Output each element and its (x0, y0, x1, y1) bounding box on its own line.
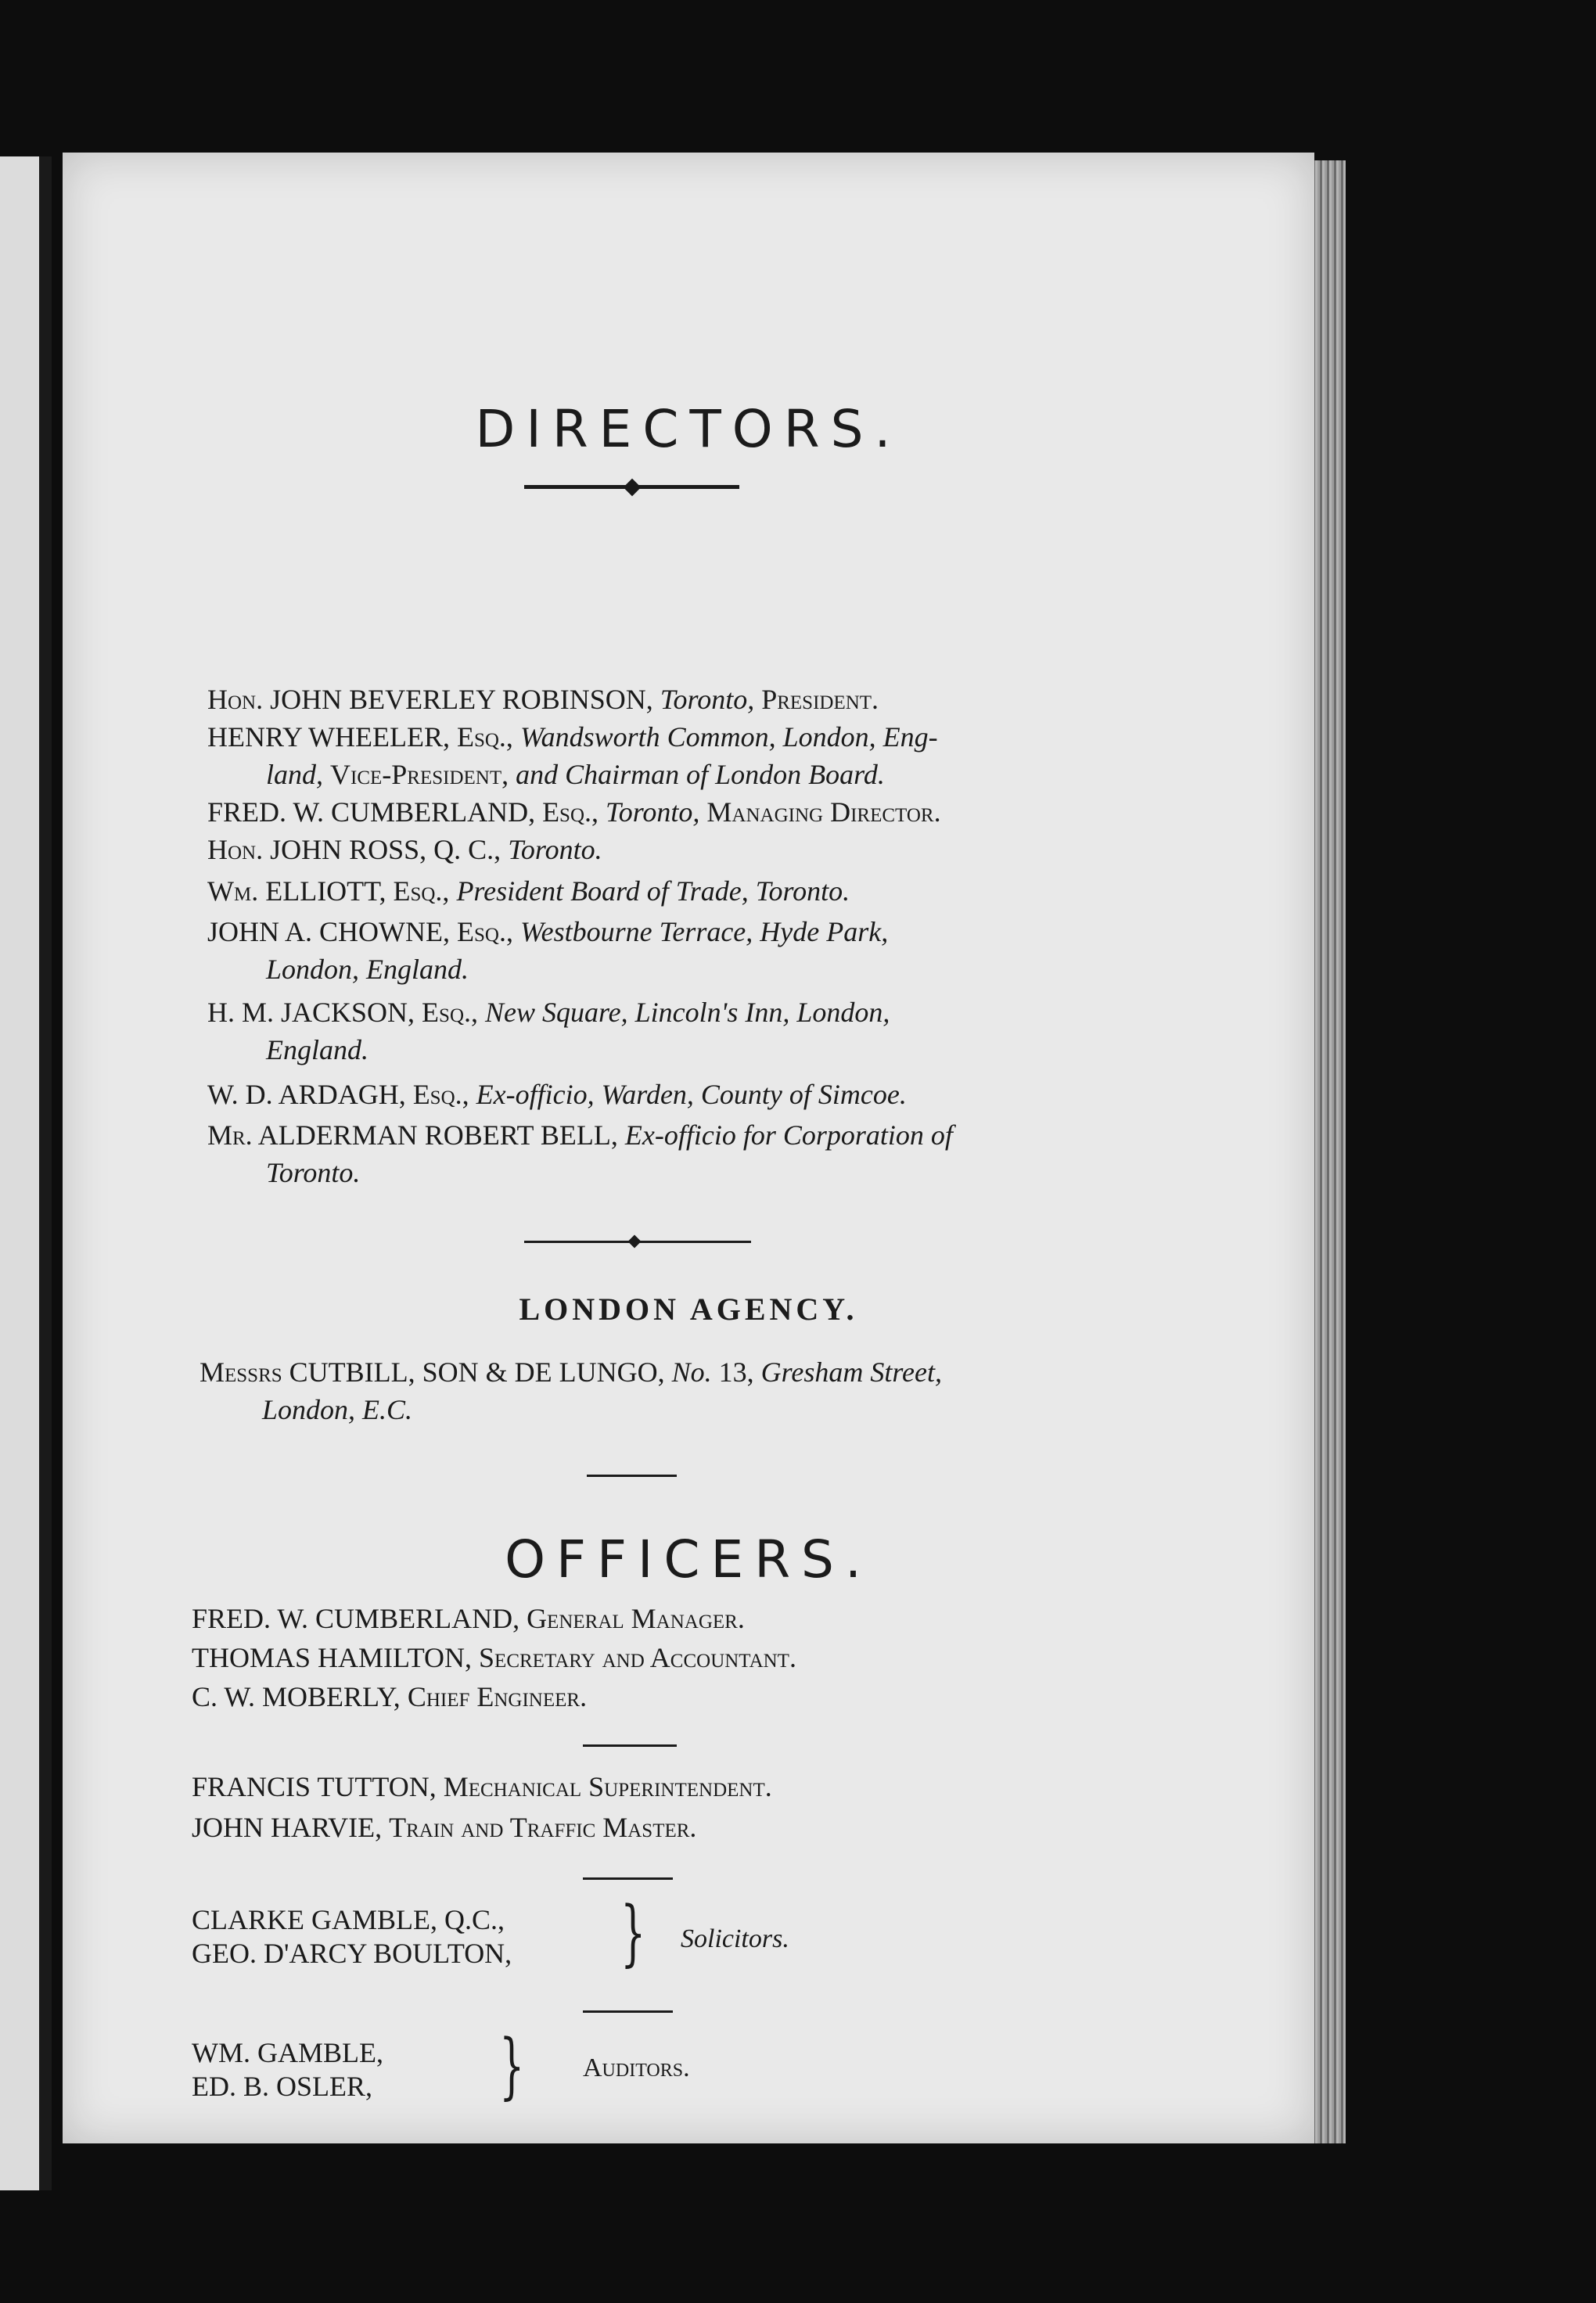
director-line (207, 831, 602, 868)
director-name: FRED. W. CUMBERLAND, (207, 796, 536, 828)
director-location: London, England. (266, 954, 469, 985)
officer-line (192, 1768, 772, 1805)
agency-city: London, E.C. (262, 1394, 413, 1425)
officer-role: Secretary and Accountant. (479, 1642, 796, 1673)
curly-brace-glyph: } (620, 1891, 646, 1974)
section-divider (587, 1475, 677, 1477)
director-role: President. (761, 684, 879, 715)
director-location: Ex-officio, Warden, County of Simcoe. (476, 1079, 907, 1110)
page-content (63, 153, 1314, 2143)
agency-name: CUTBILL, SON & DE LUNGO, (289, 1356, 665, 1388)
auditor-name: WM. GAMBLE, (192, 2037, 383, 2068)
director-location: President Board of Trade, Toronto. (456, 875, 850, 907)
director-line (207, 872, 850, 910)
director-line (207, 681, 879, 718)
esquire-suffix: Esq., (457, 916, 513, 947)
director-location: Wandsworth Common, London, Eng- (519, 721, 938, 753)
director-name: JOHN ROSS, Q. C., (270, 834, 501, 865)
facing-page-edge (0, 156, 52, 2190)
director-line-continued (266, 950, 469, 988)
solicitor-name: CLARKE GAMBLE, Q.C., (192, 1904, 505, 1935)
director-line-continued (266, 1154, 360, 1191)
director-location: Ex-officio for Corporation of (624, 1119, 953, 1151)
director-name: JOHN BEVERLEY ROBINSON, (270, 684, 653, 715)
agency-number-label: No. (671, 1356, 712, 1388)
officer-role: General Manager. (527, 1603, 745, 1634)
director-role: Vice-President, (330, 759, 509, 790)
book-page (63, 153, 1314, 2143)
agency-line (200, 1353, 942, 1391)
agency-prefix: Messrs (200, 1356, 282, 1388)
solicitors-label-text: Solicitors. (681, 1924, 789, 1953)
director-location: New Square, Lincoln's Inn, London, (485, 997, 890, 1028)
director-line-continued (266, 756, 885, 793)
officer-name: FRED. W. CUMBERLAND, (192, 1603, 520, 1634)
officer-role: Train and Traffic Master. (389, 1812, 697, 1843)
director-note: and Chairman of London Board. (516, 759, 885, 790)
page-stack-edge (1310, 160, 1346, 2143)
london-agency-heading: LONDON AGENCY. (519, 1292, 858, 1327)
director-location: Toronto, (660, 684, 755, 715)
officer-name: THOMAS HAMILTON, (192, 1642, 473, 1673)
agency-number: 13, (718, 1356, 754, 1388)
director-line (207, 718, 938, 756)
director-name: ALDERMAN ROBERT BELL, (257, 1119, 618, 1151)
title-prefix: Hon. (207, 834, 264, 865)
officer-name: C. W. MOBERLY, (192, 1681, 401, 1712)
officer-name: JOHN HARVIE, (192, 1812, 383, 1843)
director-line (207, 993, 890, 1031)
director-location: Toronto. (266, 1157, 361, 1188)
agency-street: Gresham Street, (760, 1356, 942, 1388)
ornament-diamond (628, 1235, 642, 1249)
officer-role: Chief Engineer. (407, 1681, 588, 1712)
esquire-suffix: Esq., (412, 1079, 469, 1110)
director-line (207, 793, 941, 831)
auditor-name: ED. B. OSLER, (192, 2071, 373, 2102)
title-prefix: Wm. (207, 875, 259, 907)
auditors-label: Auditors. (583, 2053, 690, 2082)
director-location: England. (266, 1034, 368, 1065)
esquire-suffix: Esq., (393, 875, 450, 907)
title-prefix: Mr. (207, 1119, 253, 1151)
directors-heading: DIRECTORS. (475, 399, 902, 459)
solicitors-label (681, 1924, 789, 1954)
solicitor-name: GEO. D'ARCY BOULTON, (192, 1938, 512, 1969)
section-divider (583, 1877, 673, 1880)
esquire-suffix: Esq., (542, 796, 599, 828)
director-name: JOHN A. CHOWNE, (207, 916, 450, 947)
officer-name: FRANCIS TUTTON, (192, 1771, 437, 1802)
director-name: HENRY WHEELER, (207, 721, 450, 753)
curly-brace-glyph: } (499, 2024, 525, 2107)
esquire-suffix: Esq., (422, 997, 478, 1028)
director-name: H. M. JACKSON, (207, 997, 415, 1028)
director-location: Toronto. (508, 834, 602, 865)
director-location: Westbourne Terrace, Hyde Park, (519, 916, 889, 947)
director-line (207, 1116, 953, 1154)
director-name: W. D. ARDAGH, (207, 1079, 406, 1110)
director-role: Managing Director. (706, 796, 941, 828)
officer-line (192, 1809, 696, 1846)
officers-heading: OFFICERS. (505, 1529, 872, 1590)
director-line-continued (266, 1031, 368, 1069)
esquire-suffix: Esq., (456, 721, 513, 753)
officer-role: Mechanical Superintendent. (443, 1771, 772, 1802)
director-location: land, (266, 759, 324, 790)
section-divider (583, 1744, 677, 1747)
agency-line-continued (262, 1391, 412, 1428)
title-prefix: Hon. (207, 684, 264, 715)
director-line (207, 913, 888, 950)
officer-line (192, 1639, 796, 1676)
ornament-diamond (624, 479, 642, 497)
officer-line (192, 1678, 587, 1716)
director-line (207, 1076, 907, 1113)
director-name: ELLIOTT, (265, 875, 386, 907)
section-divider (583, 2010, 673, 2013)
officer-line (192, 1600, 745, 1637)
director-location: Toronto, (606, 796, 700, 828)
